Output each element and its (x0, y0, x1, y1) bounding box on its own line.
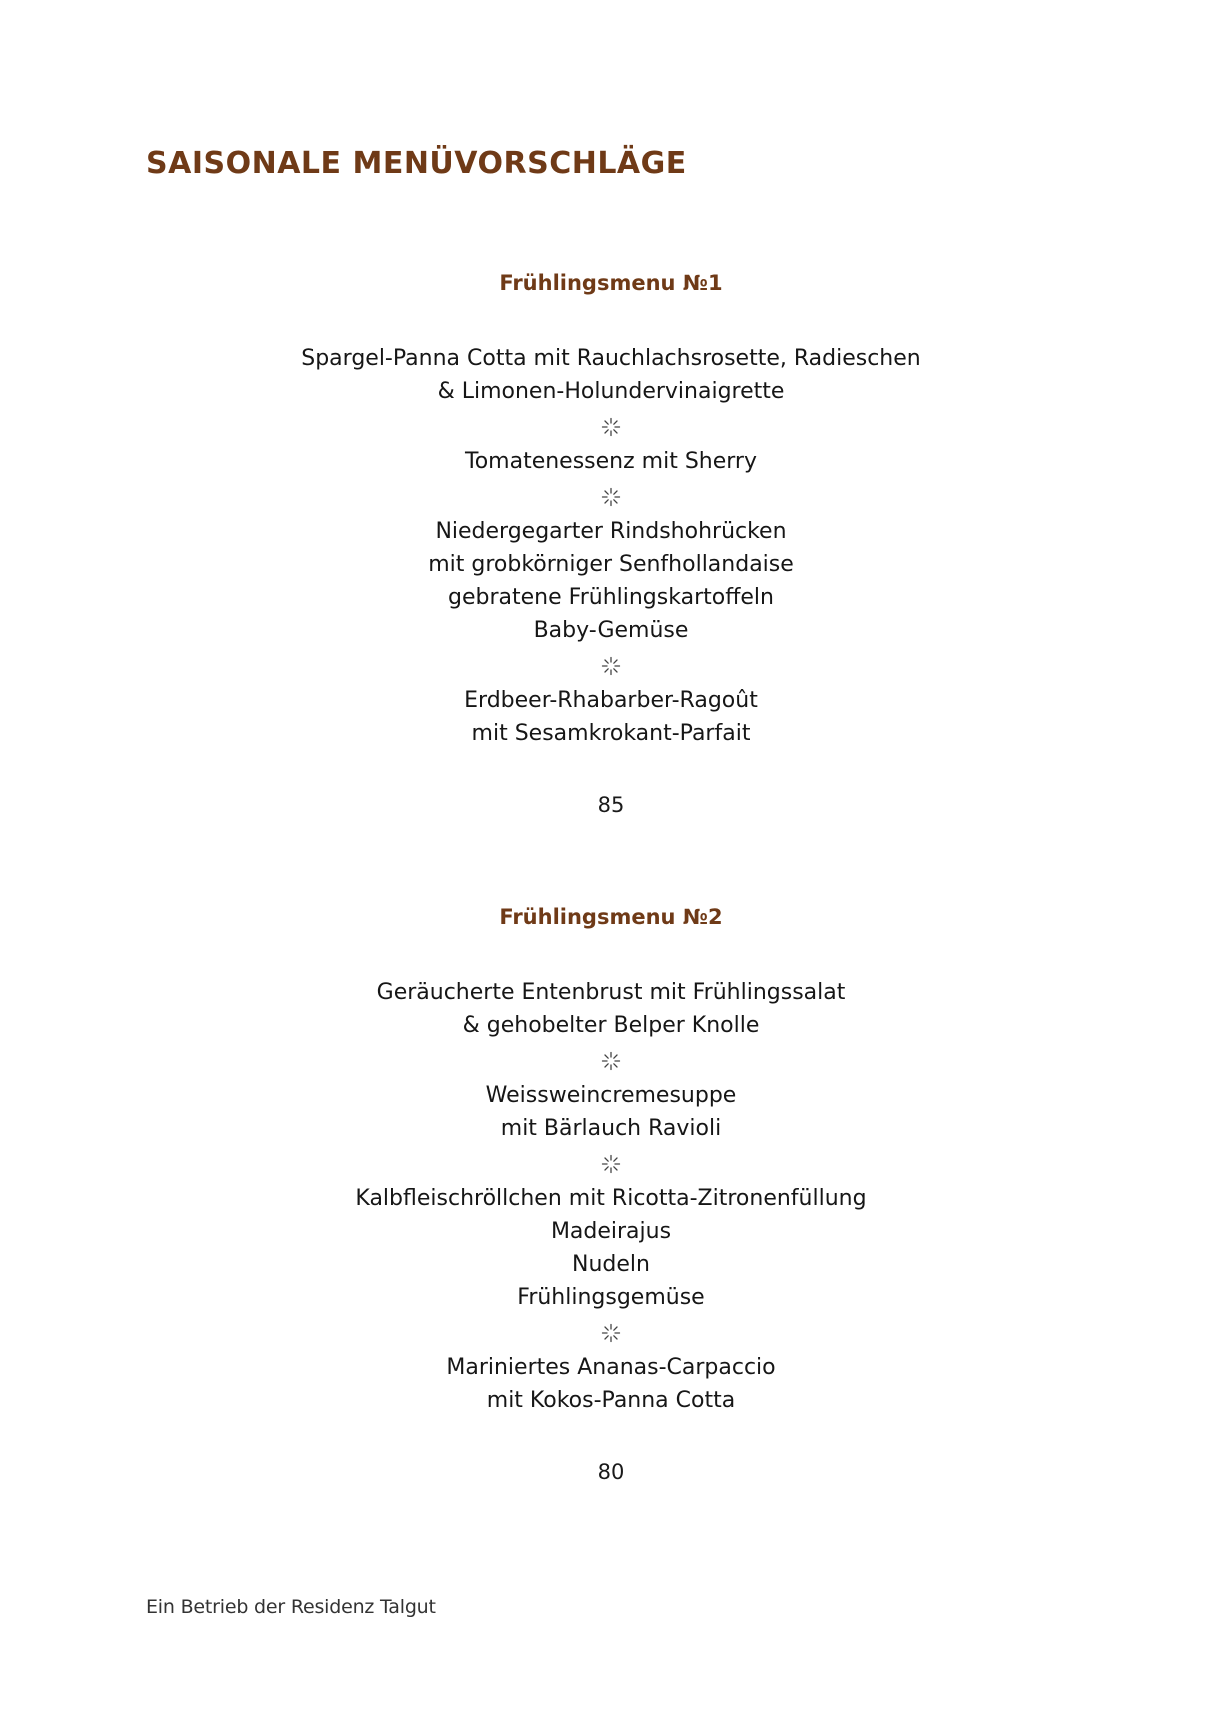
sparkle-icon (600, 1322, 622, 1344)
sparkle-icon (600, 655, 622, 677)
course-starter (0, 976, 1222, 1042)
course-line: mit Bärlauch Ravioli (500, 1116, 722, 1141)
course-line: mit Kokos-Panna Cotta (486, 1388, 736, 1413)
course-separator (0, 647, 1222, 684)
menu-price: 80 (597, 1460, 625, 1484)
course-line: Madeirajus (550, 1219, 672, 1244)
course-line: gebratene Frühlingskartoffeln (448, 585, 774, 610)
menu-price: 85 (597, 793, 625, 817)
course-line: Kalbfleischröllchen mit Ricotta-Zitronenfüllung (355, 1186, 867, 1211)
course-separator (0, 1042, 1222, 1079)
course-separator (0, 408, 1222, 445)
course-line: Erdbeer-Rhabarber-Ragoût (464, 688, 758, 713)
course-line: Frühlingsgemüse (517, 1285, 705, 1310)
page-title: SAISONALE MENÜVORSCHLÄGE (146, 146, 687, 181)
course-line: Weissweincremesuppe (485, 1083, 737, 1108)
menu-title: Frühlingsmenu №1 (499, 271, 723, 295)
course-soup (0, 1079, 1222, 1145)
course-line: mit grobkörniger Senfhollandaise (428, 552, 794, 577)
course-soup (0, 445, 1222, 478)
course-main (0, 515, 1222, 647)
course-line: Baby-Gemüse (533, 618, 689, 643)
course-line: Nudeln (572, 1252, 650, 1277)
course-line: Spargel-Panna Cotta mit Rauchlachsrosette, Radieschen (301, 346, 921, 371)
course-main (0, 1182, 1222, 1314)
sparkle-icon (600, 1153, 622, 1175)
course-separator (0, 1314, 1222, 1351)
course-line: Tomatenessenz mit Sherry (465, 449, 757, 474)
menu-card-1 (0, 268, 1222, 820)
sparkle-icon (600, 1050, 622, 1072)
menu-card-2 (0, 902, 1222, 1487)
sparkle-icon (600, 416, 622, 438)
course-line: Mariniertes Ananas-Carpaccio (446, 1355, 776, 1380)
course-line: mit Sesamkrokant-Parfait (471, 721, 751, 746)
course-line: & Limonen-Holundervinaigrette (437, 379, 785, 404)
sparkle-icon (600, 486, 622, 508)
course-line: Niedergegarter Rindshohrücken (435, 519, 787, 544)
course-dessert (0, 684, 1222, 750)
course-line: & gehobelter Belper Knolle (462, 1013, 760, 1038)
footer-text: Ein Betrieb der Residenz Talgut (146, 1596, 436, 1618)
menu-title: Frühlingsmenu №2 (499, 905, 723, 929)
course-separator (0, 1145, 1222, 1182)
course-separator (0, 478, 1222, 515)
course-line: Geräucherte Entenbrust mit Frühlingssalat (376, 980, 846, 1005)
course-dessert (0, 1351, 1222, 1417)
course-starter (0, 342, 1222, 408)
